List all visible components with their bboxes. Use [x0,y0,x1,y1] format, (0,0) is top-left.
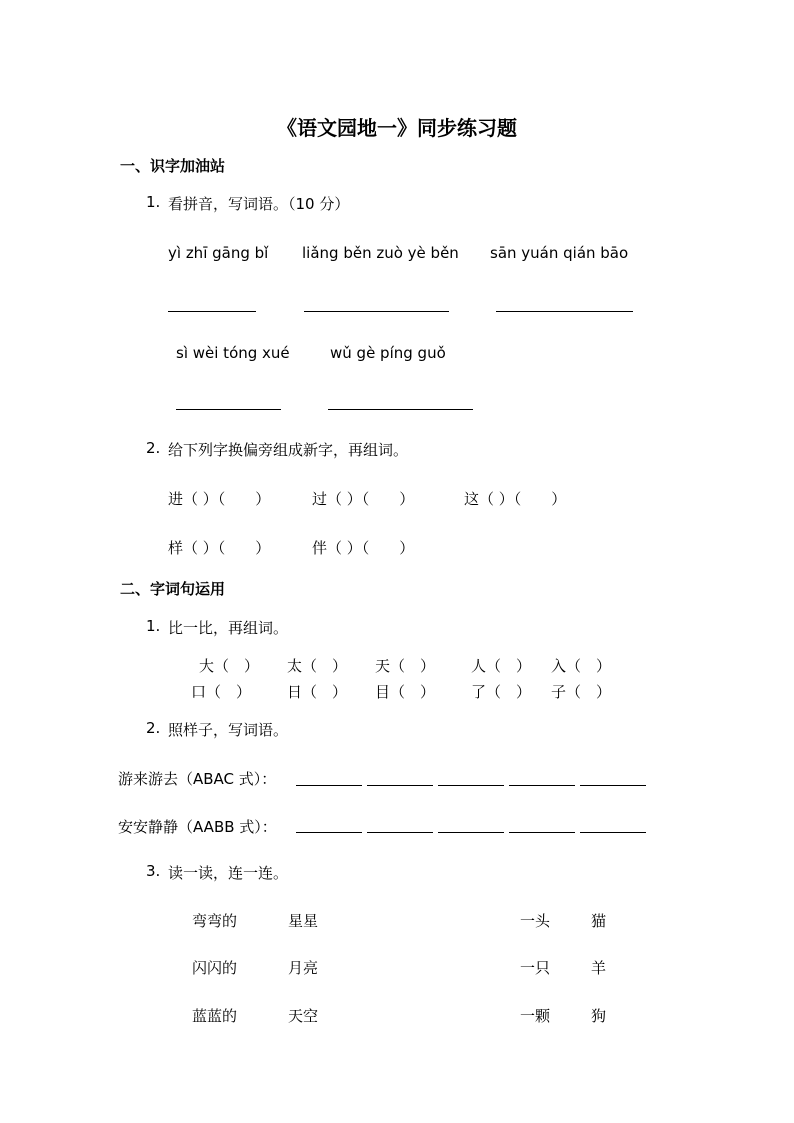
radical-item: 样（ ）（ ） [168,539,271,557]
radical-item: 进（ ）（ ） [168,490,271,508]
q1-number: 1. [146,193,161,211]
s2q1-prompt: 比一比，再组词。 [168,619,289,637]
match-adj[interactable]: 蓝蓝的 [192,1007,238,1025]
compare-item: 太（ ） [287,657,348,675]
match-adj[interactable]: 弯弯的 [192,912,238,930]
page-title: 《语文园地一》同步练习题 [277,116,517,140]
match-noun[interactable]: 月亮 [288,959,319,977]
answer-line[interactable] [296,832,362,833]
pinyin-4: sì wèi tóng xué [176,344,290,362]
radical-item: 这（ ）（ ） [464,490,567,508]
section2-heading: 二、字词句运用 [120,580,226,598]
match-animal[interactable]: 猫 [591,912,607,930]
q2-prompt: 给下列字换偏旁组成新字，再组词。 [168,441,409,459]
radical-item: 伴（ ）（ ） [312,539,415,557]
match-animal[interactable]: 狗 [591,1007,607,1025]
section1-heading: 一、识字加油站 [120,157,226,175]
pinyin-2: liǎng běn zuò yè běn [302,244,459,262]
pattern-abac-label: 游来游去（ABAC 式）： [118,770,277,788]
pinyin-1: yì zhī gāng bǐ [168,244,269,262]
answer-line[interactable] [328,409,473,410]
s2q3-prompt: 读一读，连一连。 [168,864,289,882]
compare-item: 目（ ） [375,683,436,701]
compare-item: 口（ ） [191,683,252,701]
s2q3-number: 3. [146,862,161,880]
pinyin-3: sān yuán qián bāo [490,244,629,262]
match-animal[interactable]: 羊 [591,959,607,977]
match-measure[interactable]: 一只 [520,959,551,977]
match-noun[interactable]: 星星 [288,912,319,930]
match-adj[interactable]: 闪闪的 [192,959,238,977]
match-measure[interactable]: 一颗 [520,1007,551,1025]
answer-line[interactable] [438,785,504,786]
match-measure[interactable]: 一头 [520,912,551,930]
answer-line[interactable] [509,785,575,786]
answer-line[interactable] [496,311,633,312]
s2q2-prompt: 照样子，写词语。 [168,721,289,739]
answer-line[interactable] [438,832,504,833]
compare-item: 日（ ） [287,683,348,701]
s2q1-number: 1. [146,617,161,635]
answer-line[interactable] [176,409,281,410]
q2-number: 2. [146,439,161,457]
compare-item: 大（ ） [199,657,260,675]
answer-line[interactable] [296,785,362,786]
answer-line[interactable] [580,832,646,833]
answer-line[interactable] [580,785,646,786]
match-noun[interactable]: 天空 [288,1007,319,1025]
answer-line[interactable] [367,832,433,833]
radical-item: 过（ ）（ ） [312,490,415,508]
compare-item: 入（ ） [551,657,612,675]
answer-line[interactable] [168,311,256,312]
q1-prompt: 看拼音，写词语。（10 分） [168,195,350,213]
compare-item: 人（ ） [471,657,532,675]
answer-line[interactable] [367,785,433,786]
answer-line[interactable] [304,311,449,312]
compare-item: 了（ ） [471,683,532,701]
s2q2-number: 2. [146,719,161,737]
pinyin-5: wǔ gè píng guǒ [330,344,446,362]
compare-item: 子（ ） [551,683,612,701]
compare-item: 天（ ） [375,657,436,675]
pattern-aabb-label: 安安静静（AABB 式）： [118,818,277,836]
answer-line[interactable] [509,832,575,833]
